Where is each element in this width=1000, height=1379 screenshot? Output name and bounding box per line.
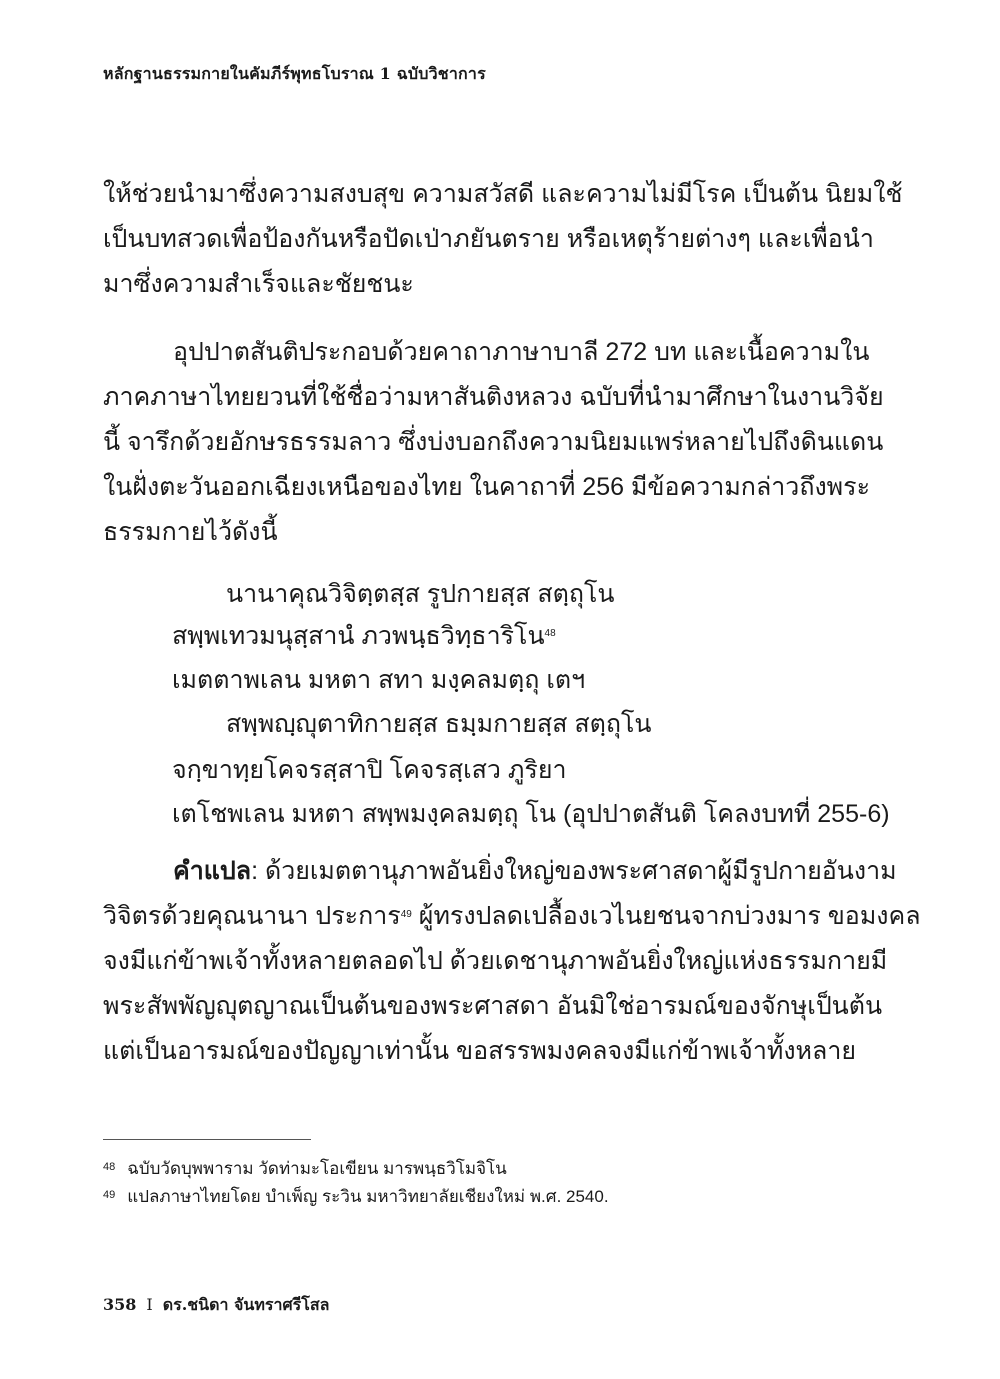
paragraph-line: พระสัพพัญญุตญาณเป็นต้นของพระศาสดา อันมิใช่อารมณ์ของจักษุเป็นต้น — [103, 992, 883, 1020]
paragraph-2 — [103, 330, 884, 555]
paragraph-line: แต่เป็นอารมณ์ของปัญญาเท่านั้น ขอสรรพมงคลจงมีแก่ข้าพเจ้าทั้งหลาย — [103, 1037, 857, 1065]
paragraph-line — [103, 894, 921, 939]
paragraph-line: เป็นบทสวดเพื่อป้องกันหรือปัดเป่าภยันตราย หรือเหตุร้ายต่างๆ และเพื่อนำ — [103, 225, 874, 253]
footnote-49 — [103, 1184, 609, 1210]
footnote-text: ฉบับวัดบุพพาราม วัดท่ามะโอเขียน มารพนฺธวิโมจิโน — [127, 1159, 507, 1178]
verse-line-5: จกฺขาทฺยโคจรสฺสาปิ โคจรสฺเสว ภูริยา — [172, 756, 567, 784]
paragraph-line: ให้ช่วยนำมาซึ่งความสงบสุข ความสวัสดี และความไม่มีโรค เป็นต้น นิยมใช้ — [103, 180, 903, 208]
translation-text: ผู้ทรงปลดเปลื้องเวไนยชนจากบ่วงมาร ขอมงคล — [411, 902, 921, 930]
running-header: หลักฐานธรรมกายในคัมภีร์พุทธโบราณ 1 ฉบับวิชาการ — [103, 64, 486, 83]
page-number: 358 — [103, 1295, 137, 1314]
translation-paragraph — [103, 849, 921, 1074]
paragraph-line: ธรรมกายไว้ดังนี้ — [103, 518, 278, 546]
translation-text: : ด้วยเมตตานุภาพอันยิ่งใหญ่ของพระศาสดาผู้มีรูปกายอันงาม — [251, 857, 897, 885]
verse-line-6: เตโชพเลน มหตา สพฺพมงฺคลมตฺถุ โน (อุปปาตสันติ โคลงบทที่ 255-6) — [172, 800, 890, 828]
footer-separator: I — [146, 1295, 153, 1314]
footnote-text: แปลภาษาไทยโดย บำเพ็ญ ระวิน มหาวิทยาลัยเชียงใหม่ พ.ศ. 2540. — [127, 1187, 609, 1206]
paragraph-line: อุปปาตสันติประกอบด้วยคาถาภาษาบาลี 272 บท และเนื้อความใน — [173, 338, 870, 366]
paragraph-line: จงมีแก่ข้าพเจ้าทั้งหลายตลอดไป ด้วยเดชานุภาพอันยิ่งใหญ่แห่งธรรมกายมี — [103, 947, 888, 975]
verse-line-4: สพฺพญฺญุตาทิกายสฺส ธมฺมกายสฺส สตฺถุโน — [226, 710, 652, 738]
paragraph-1 — [103, 172, 903, 307]
verse-line-2-text: สพฺพเทวมนุสฺสานํ ภวพนฺธวิทฺธาริโน — [172, 622, 545, 650]
paragraph-line: ในฝั่งตะวันออกเฉียงเหนือของไทย ในคาถาที่ 256 มีข้อความกล่าวถึงพระ — [103, 473, 871, 501]
page-footer — [103, 1293, 329, 1318]
footnote-ref-49[interactable]: 49 — [400, 909, 412, 920]
footnote-divider — [103, 1139, 311, 1140]
paragraph-line: นี้ จารึกด้วยอักษรธรรมลาว ซึ่งบ่งบอกถึงความนิยมแพร่หลายไปถึงดินแดน — [103, 428, 884, 456]
footnote-number: 48 — [103, 1161, 116, 1173]
paragraph-line: ภาคภาษาไทยยวนที่ใช้ชื่อว่ามหาสันติงหลวง ฉบับที่นำมาศึกษาในงานวิจัย — [103, 383, 884, 411]
verse-line-3: เมตตาพเลน มหตา สทา มงฺคลมตฺถุ เตฯ — [172, 666, 586, 694]
translation-text: วิจิตรด้วยคุณนานา ประการ — [103, 902, 401, 930]
paragraph-line: มาซึ่งความสำเร็จและชัยชนะ — [103, 270, 414, 298]
verse-line-1: นานาคุณวิจิตฺตสฺส รูปกายสฺส สตฺถุโน — [226, 580, 615, 608]
translation-label: คำแปล — [173, 857, 252, 885]
verse-line-2 — [172, 616, 556, 656]
paragraph-line — [103, 849, 897, 894]
author-name: ดร.ชนิดา จันทราศรีโสล — [162, 1295, 330, 1314]
footnote-48 — [103, 1156, 507, 1182]
footnote-ref-48[interactable]: 48 — [544, 628, 556, 639]
footnote-number: 49 — [103, 1189, 116, 1201]
